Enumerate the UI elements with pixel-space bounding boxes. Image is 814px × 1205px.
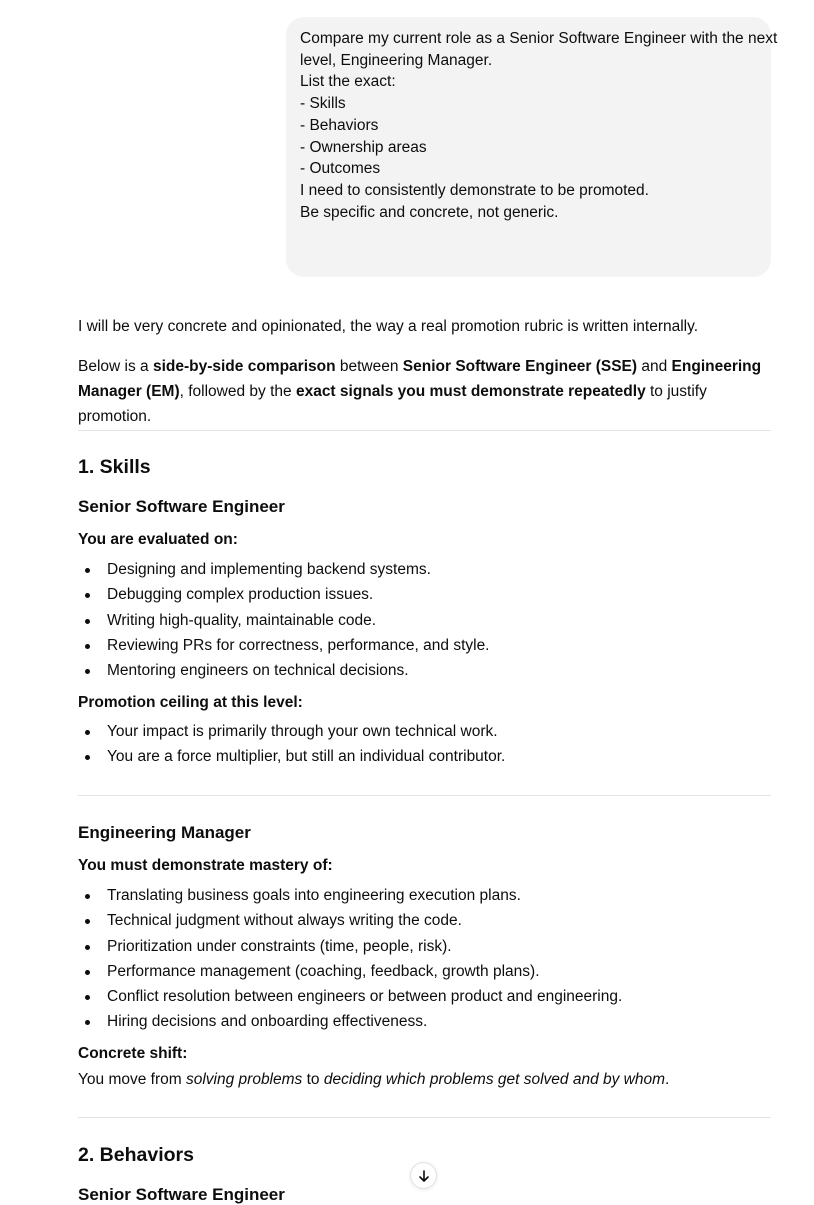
divider: [78, 795, 771, 796]
sse-skills-list: [78, 557, 771, 683]
list-item: Hiring decisions and onboarding effectiveness.: [78, 1009, 771, 1034]
list-item: Reviewing PRs for correctness, performance, and style.: [78, 633, 771, 658]
sse-evaluated-label: You are evaluated on:: [78, 531, 238, 548]
list-item: Debugging complex production issues.: [78, 582, 771, 607]
user-message-bubble: [286, 17, 778, 277]
list-item: You are a force multiplier, but still an individual contributor.: [78, 744, 771, 769]
concrete-shift-text: You move from solving problems to deciding which problems get solved and by whom.: [78, 1071, 670, 1088]
user-message-line: - Ownership areas: [300, 138, 427, 156]
list-item: Mentoring engineers on technical decisions.: [78, 658, 771, 683]
concrete-shift-label: Concrete shift:: [78, 1045, 188, 1062]
arrow-down-icon: [417, 1169, 431, 1183]
sse-ceiling-list: [78, 719, 771, 770]
section-heading-skills: 1. Skills: [78, 456, 151, 478]
subheading-sse: Senior Software Engineer: [78, 1185, 285, 1204]
subheading-sse: Senior Software Engineer: [78, 497, 285, 516]
intro-paragraph: I will be very concrete and opinionated, the way a real promotion rubric is written internally.: [78, 318, 699, 335]
em-skills-list: [78, 883, 771, 1035]
list-item: Translating business goals into engineering execution plans.: [78, 883, 771, 908]
list-item: Conflict resolution between engineers or between product and engineering.: [78, 984, 771, 1009]
list-item: Prioritization under constraints (time, people, risk).: [78, 934, 771, 959]
list-item: Your impact is primarily through your own technical work.: [78, 719, 771, 744]
user-message-line: Be specific and concrete, not generic.: [300, 203, 559, 221]
subheading-em: Engineering Manager: [78, 823, 251, 842]
user-message-line: - Skills: [300, 95, 346, 113]
divider: [78, 430, 771, 431]
sse-ceiling-label: Promotion ceiling at this level:: [78, 694, 303, 711]
list-item: Designing and implementing backend systems.: [78, 557, 771, 582]
em-mastery-label: You must demonstrate mastery of:: [78, 857, 333, 874]
user-message-line: - Outcomes: [300, 160, 381, 178]
user-message-line: List the exact:: [300, 73, 396, 91]
scroll-to-bottom-button[interactable]: [410, 1162, 437, 1189]
user-message-line: level, Engineering Manager.: [300, 51, 493, 69]
user-message-line: Compare my current role as a Senior Software Engineer with the next: [300, 30, 778, 47]
divider: [78, 1117, 771, 1118]
section-heading-behaviors: 2. Behaviors: [78, 1144, 194, 1166]
user-message-line: - Behaviors: [300, 116, 379, 134]
list-item: Performance management (coaching, feedback, growth plans).: [78, 959, 771, 984]
summary-paragraph: Below is a side-by-side comparison between Senior Software Engineer (SSE) and Engineering Manager (EM), followed by the exact signals you must demonstrate repeatedly to justify promotion.: [78, 358, 762, 425]
list-item: Writing high-quality, maintainable code.: [78, 608, 771, 633]
user-message-line: I need to consistently demonstrate to be promoted.: [300, 181, 649, 199]
list-item: Technical judgment without always writing the code.: [78, 908, 771, 933]
